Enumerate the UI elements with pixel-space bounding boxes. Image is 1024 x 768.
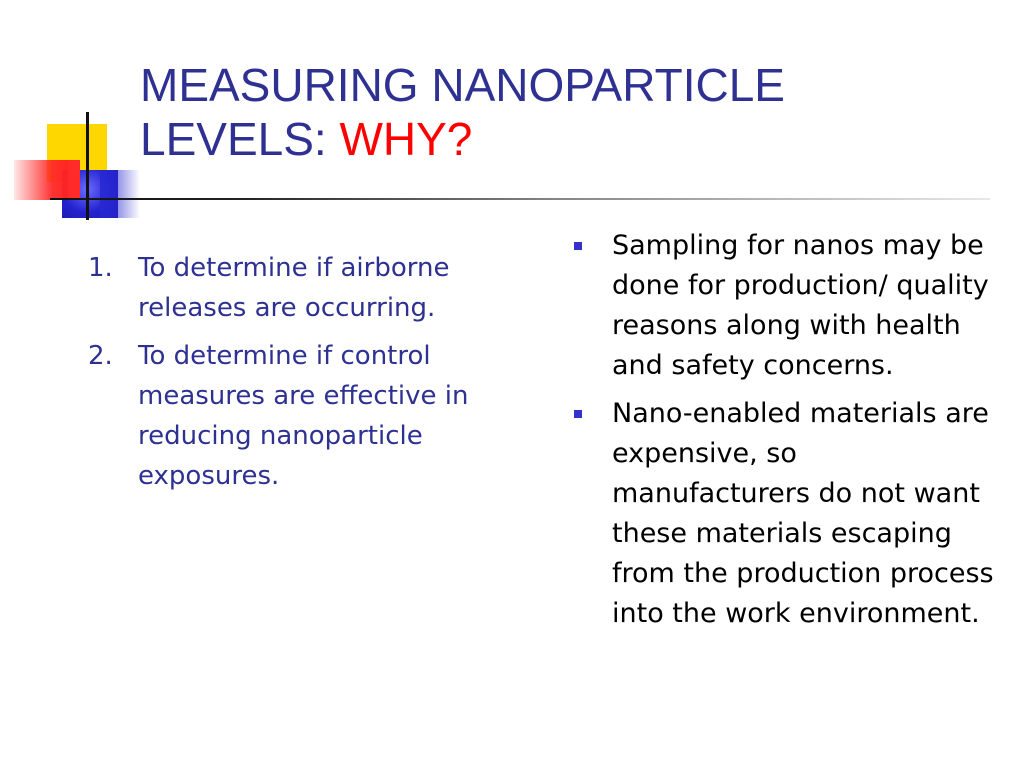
square-bullet-icon	[574, 410, 582, 418]
title-underline-rule	[50, 198, 990, 200]
list-item	[88, 336, 518, 496]
bullet-item	[574, 394, 994, 634]
title-emphasis: WHY?	[339, 113, 473, 165]
blue-fade-decoration	[100, 170, 140, 218]
bullet-item-text: Nano-enabled materials are expensive, so manufacturers do not want these materials escaping from the production process into the work environment.	[612, 398, 994, 629]
list-item-text: To determine if control measures are effective in reducing nanoparticle exposures.	[138, 341, 469, 491]
vertical-rule-decoration	[86, 112, 89, 220]
slide-title	[140, 58, 960, 166]
list-number: 2.	[88, 341, 113, 371]
bullet-item	[574, 226, 994, 386]
red-bar-edge-decoration	[68, 160, 80, 200]
list-item-text: To determine if airborne releases are occurring.	[138, 253, 450, 323]
list-item	[88, 248, 518, 328]
bullet-item-text: Sampling for nanos may be done for production/ quality reasons along with health and safety concerns.	[612, 230, 989, 381]
title-main: MEASURING NANOPARTICLE LEVELS:	[140, 59, 785, 165]
list-number: 1.	[88, 253, 113, 283]
bullet-list	[574, 226, 994, 642]
numbered-list	[88, 248, 518, 504]
square-bullet-icon	[574, 242, 582, 250]
